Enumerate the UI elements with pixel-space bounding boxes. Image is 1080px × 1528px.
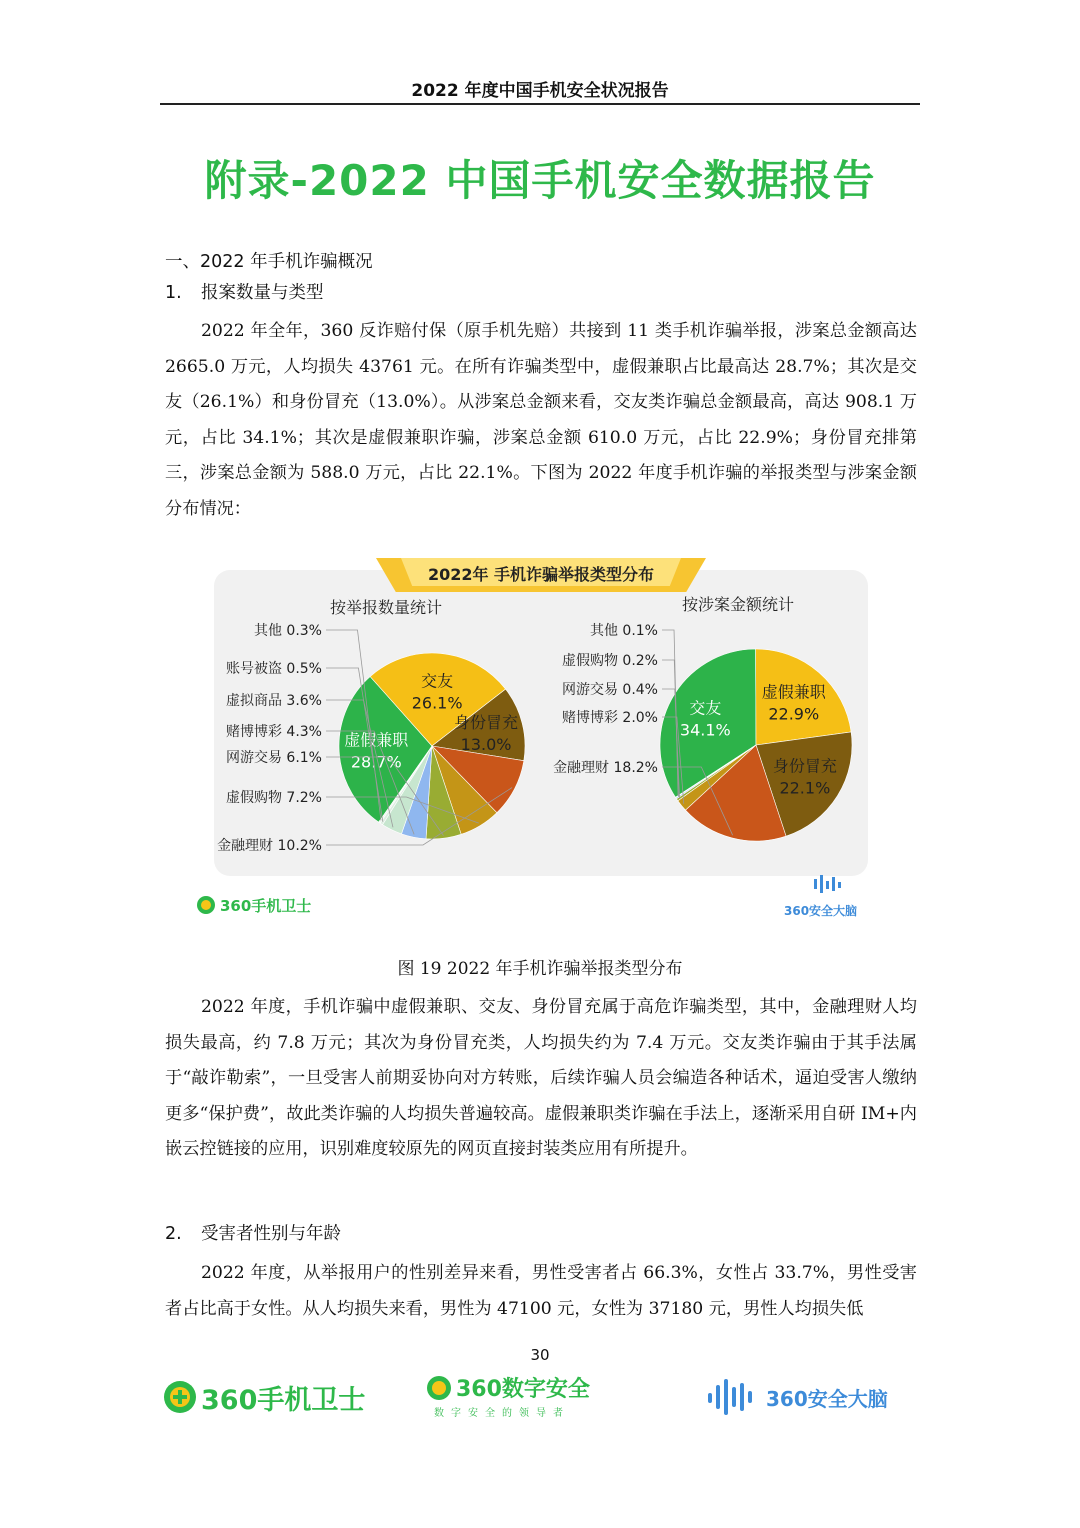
pie-label-1-2: 身份冒充: [772, 756, 837, 776]
pie-label-1-1: 虚假兼职: [761, 682, 826, 702]
pie-outer-label-1-6: 虚假购物 0.2%: [561, 653, 658, 669]
pie-label-0-0: 虚假兼职: [344, 730, 409, 750]
footer-logo1-text: 360手机卫士: [201, 1384, 366, 1416]
subsection-title: 报案数量与类型: [201, 283, 324, 303]
subsection-heading-2: [165, 1220, 341, 1245]
subsection-title: 受害者性别与年龄: [201, 1224, 341, 1244]
page-title: 附录-2022 中国手机安全数据报告: [204, 156, 876, 205]
logo-right-text: 360安全大脑: [784, 904, 858, 918]
pie-outer-label-1-3: 金融理财 18.2%: [553, 760, 658, 776]
pie-chart-count: [217, 623, 525, 854]
paragraph-1: 2022 年全年，360 反诈赔付保（原手机先赔）共接到 11 类手机诈骗举报，涉案总金额高达 2665.0 万元，人均损失 43761 元。在所有诈骗类型中，虚假兼职占比最高达 28.7%；其次是交友（26.1%）和身份冒充（13.0%）。从涉案总金额来看，交友类诈骗总金额最高，高达 908.1 万元，占比 34.1%；其次是虚假兼职诈骗，涉案总金额 610.0 万元，占比 22.9%；身份冒充排第三，涉案总金额为 588.0 万元，占比 22.1%。下图为 2022 年度手机诈骗的举报类型与涉案金额分布情况：: [165, 321, 917, 519]
subsection-number: 1.: [165, 283, 182, 303]
pie-charts: [196, 553, 884, 923]
logo-360-mobile-guard: [197, 896, 311, 915]
pie-outer-label-0-5: 网游交易 6.1%: [225, 750, 322, 766]
footer-logo3-text: 360安全大脑: [766, 1386, 888, 1411]
pie-outer-label-0-9: 其他 0.3%: [253, 623, 322, 639]
pie-outer-label-0-7: 虚拟商品 3.6%: [225, 693, 322, 709]
mobile-guard-icon: [163, 1380, 197, 1414]
pie-value-0-2: 13.0%: [460, 735, 512, 755]
pie-value-1-1: 22.9%: [768, 704, 820, 724]
security-brain-icon: [706, 1377, 760, 1417]
page-number: 30: [530, 1346, 550, 1364]
pie-label-0-2: 身份冒充: [454, 713, 519, 733]
pie-label-1-0: 交友: [689, 698, 722, 718]
pie-outer-label-1-4: 赌博博彩 2.0%: [561, 710, 658, 726]
pie-value-1-2: 22.1%: [779, 778, 831, 798]
pie-title-count: 按举报数量统计: [329, 598, 443, 617]
pie-outer-label-1-5: 网游交易 0.4%: [561, 682, 658, 698]
footer-logo-mobile-guard: [163, 1372, 365, 1422]
footer-logo2-text: 360数字安全: [456, 1377, 590, 1402]
header-rule: [160, 103, 920, 105]
infographic-title: 2022年 手机诈骗举报类型分布: [427, 565, 655, 584]
pie-value-0-0: 28.7%: [350, 752, 402, 772]
pie-chart-amount: [553, 623, 852, 841]
figure-caption: 图 19 2022 年手机诈骗举报类型分布: [397, 959, 683, 979]
infographic: [196, 553, 884, 923]
pie-value-0-1: 26.1%: [411, 693, 463, 713]
digital-security-icon: [426, 1375, 452, 1401]
pie-outer-label-0-8: 账号被盗 0.5%: [225, 661, 322, 677]
pie-outer-label-0-3: 金融理财 10.2%: [217, 838, 322, 854]
footer-logo2-row: [426, 1372, 590, 1403]
subsection-heading-1: [165, 279, 324, 304]
footer-logo-digital-security: [426, 1372, 590, 1422]
pie-value-1-0: 34.1%: [679, 720, 731, 740]
paragraph-3: 2022 年度，从举报用户的性别差异来看，男性受害者占 66.3%，女性占 33.7%，男性受害者占比高于女性。从人均损失来看，男性为 47100 元，女性为 37180 元，男性人均损失低: [165, 1263, 917, 1319]
pie-outer-label-0-6: 赌博博彩 4.3%: [225, 724, 322, 740]
pie-outer-label-1-7: 其他 0.1%: [589, 623, 658, 639]
section-heading: 一、2022 年手机诈骗概况: [165, 252, 373, 272]
logo-left-text: 360手机卫士: [220, 897, 312, 915]
brain-bars-icon: [814, 875, 841, 893]
footer-logo-security-brain: [706, 1372, 888, 1422]
footer-logo2-subtitle: 数字安全的领导者: [434, 1408, 570, 1419]
pie-title-amount: 按涉案金额统计: [681, 595, 795, 614]
paragraph-2: 2022 年度，手机诈骗中虚假兼职、交友、身份冒充属于高危诈骗类型，其中，金融理财人均损失最高，约 7.8 万元；其次为身份冒充类，人均损失约为 7.4 万元。交友类诈骗由于其手法属于“敲诈勒索”，一旦受害人前期妥协向对方转账，后续诈骗人员会编造各种话术，逼迫受害人缴纳更多“保护费”，故此类诈骗的人均损失普遍较高。虚假兼职类诈骗在手法上，逐渐采用自研 IM+内嵌云控链接的应用，识别难度较原先的网页直接封装类应用有所提升。: [165, 997, 917, 1159]
running-header: 2022 年度中国手机安全状况报告: [411, 81, 669, 101]
subsection-number: 2.: [165, 1224, 182, 1244]
pie-label-0-1: 交友: [421, 671, 454, 691]
logo-360-security-brain: [784, 875, 857, 918]
pie-outer-label-0-4: 虚假购物 7.2%: [225, 790, 322, 806]
logo-plus-icon: [201, 900, 211, 910]
